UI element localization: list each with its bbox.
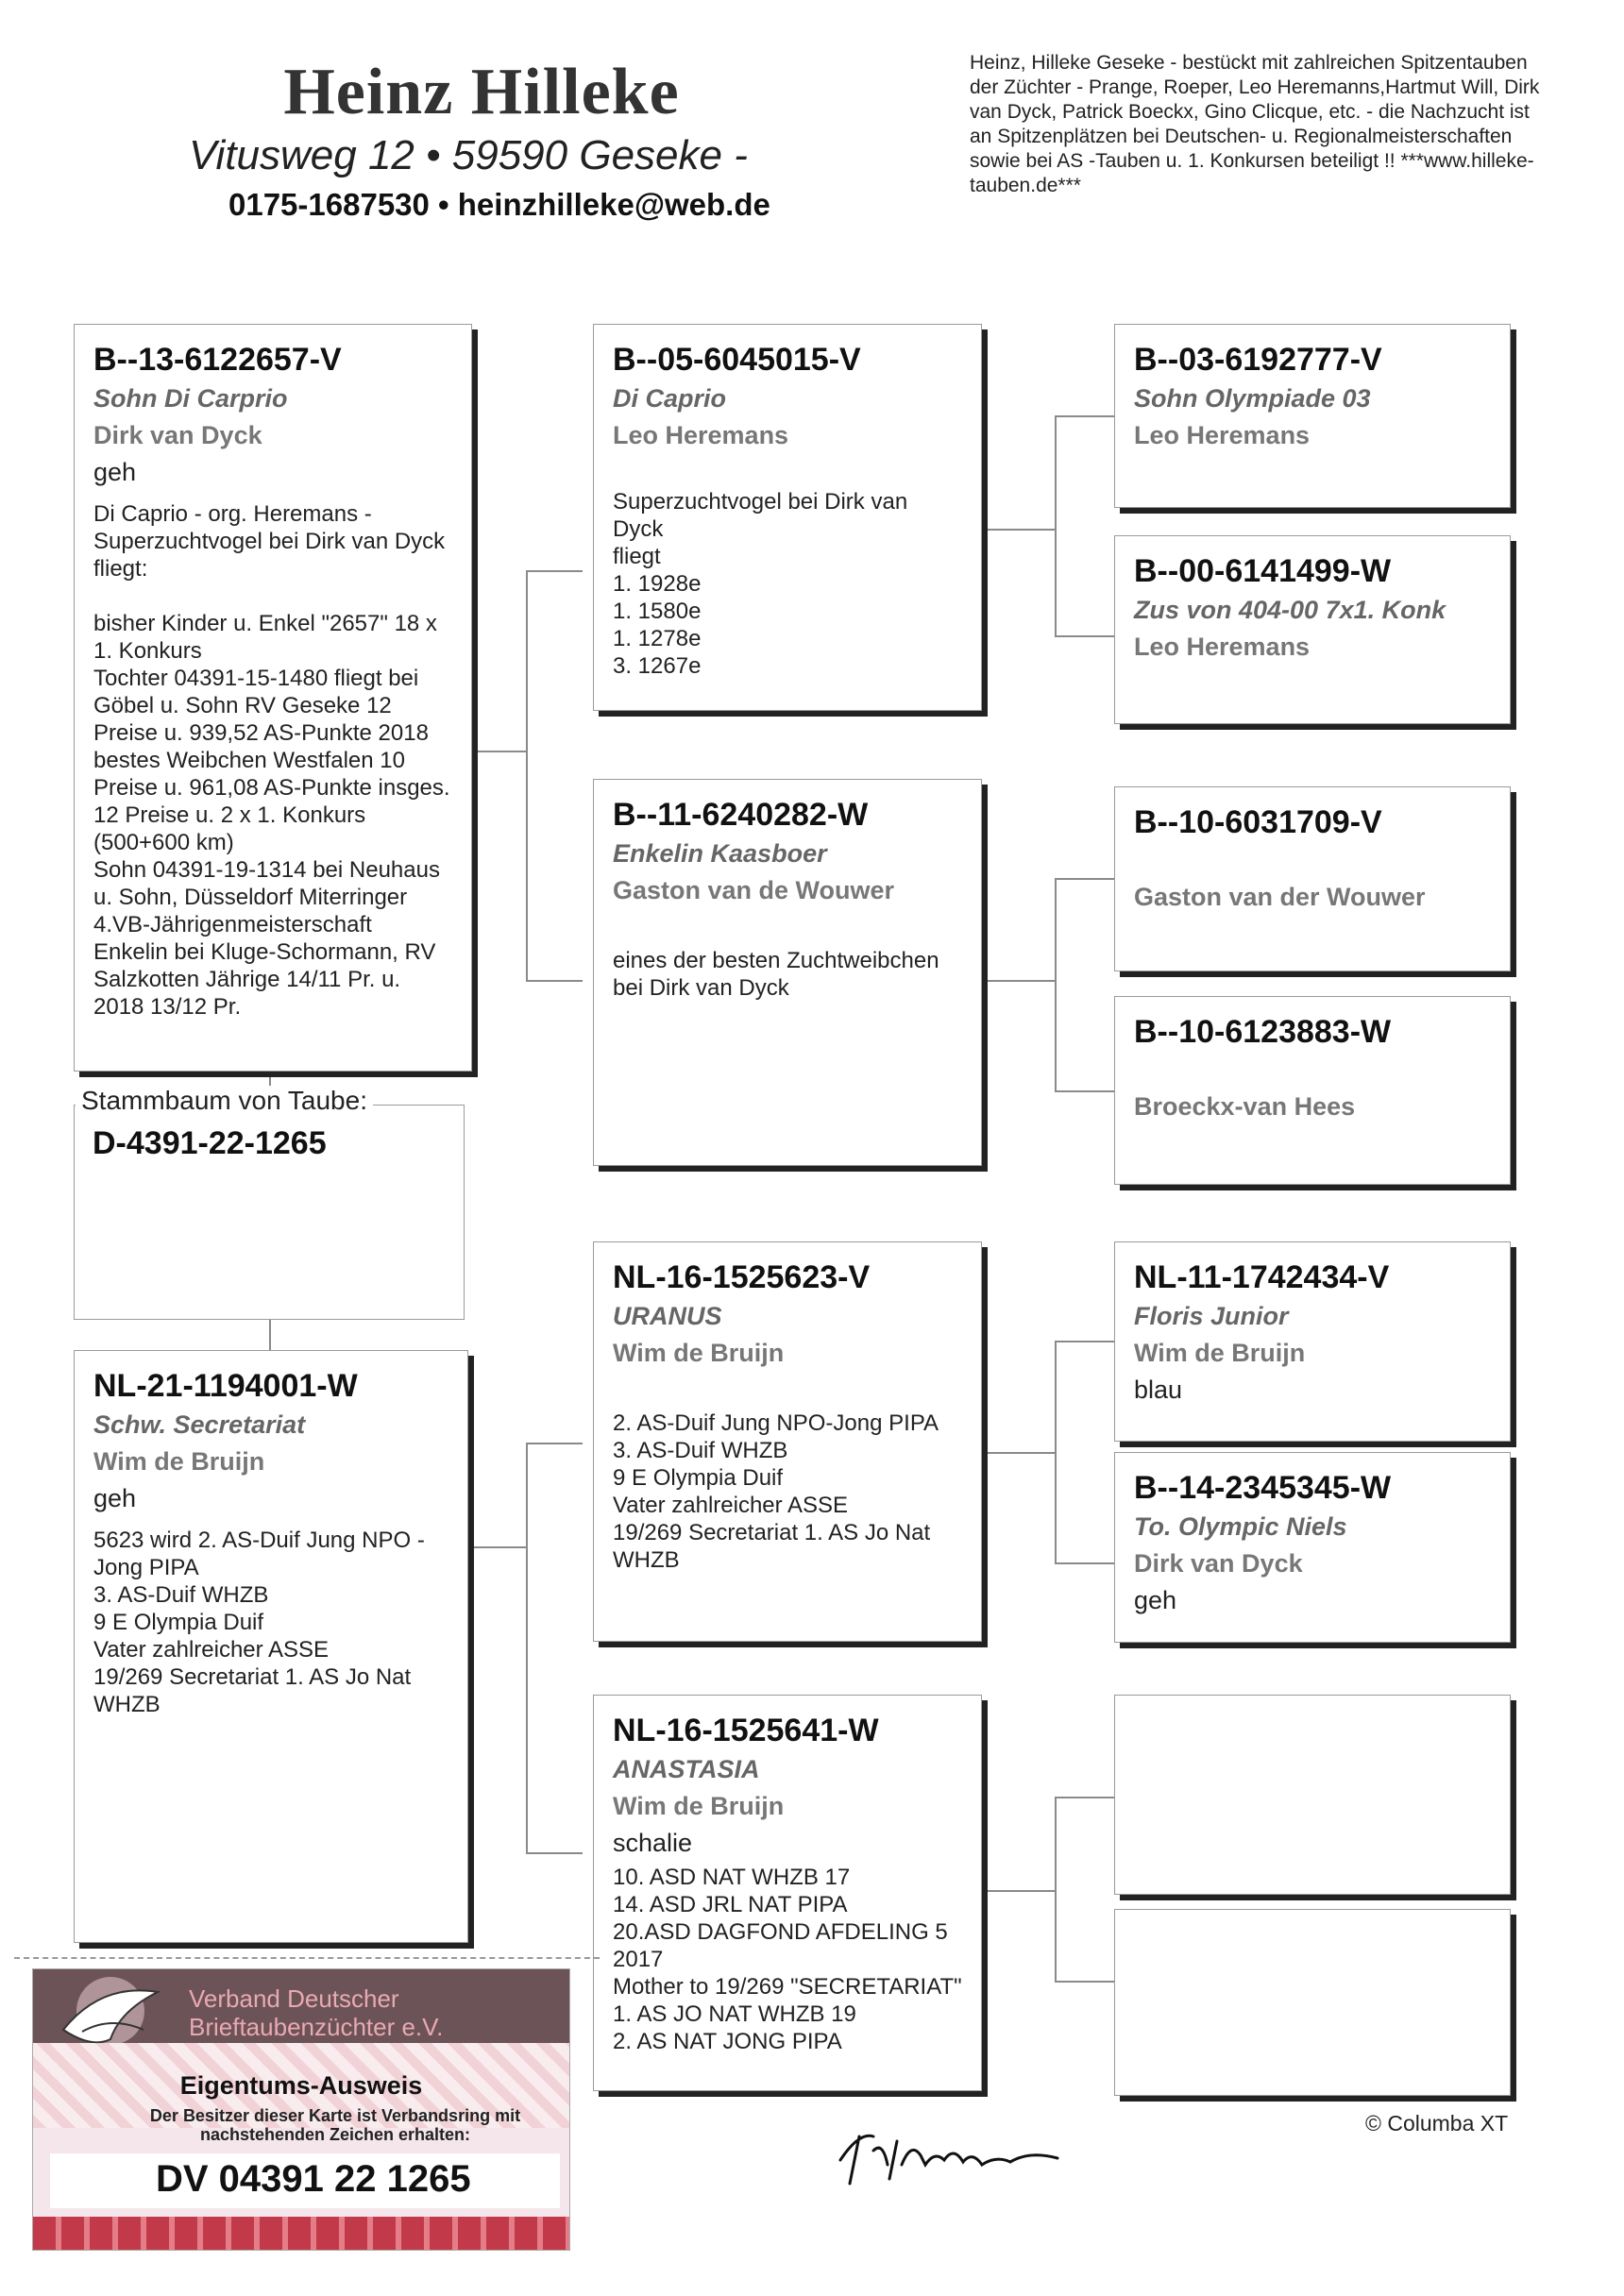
- mm-name: ANASTASIA: [613, 1755, 760, 1783]
- fff-breeder: Leo Heremans: [1134, 421, 1311, 449]
- mf-card[interactable]: [593, 1241, 982, 1642]
- father-notes: Di Caprio - org. Heremans - Superzuchtvogel bei Dirk van Dyck fliegt: bisher Kinder u. Enkel "2657" 18 x 1. Konkurs Tochter 04391-15-1480 fliegt bei Göbel u. Sohn RV Geseke 12 Preise u. 939,52 AS-Punkte 2018 bestes Weibchen Westfalen 10 Preise u. 961,08 AS-Punkte insges. 12 Preise u. 2 x 1. Konkurs (500+600 km) Sohn 04391-19-1314 bei Neuhaus u. Sohn, Düsseldorf Miterringer 4.VB-Jährigenmeisterschaft Enkelin bei Kluge-Schormann, RV Salzkotten Jährige 14/11 Pr. u. 2018 13/12 Pr.: [93, 501, 450, 1020]
- mm-card[interactable]: [593, 1695, 982, 2091]
- subject-title: Stammbaum von Taube:: [76, 1086, 373, 1116]
- card-number: DV 04391 22 1265: [156, 2158, 471, 2200]
- ff-name: Di Caprio: [613, 384, 727, 413]
- breeder-name: Heinz Hilleke: [283, 56, 680, 128]
- mff-color: blau: [1134, 1376, 1183, 1404]
- father-card[interactable]: [74, 324, 472, 1072]
- mother-name: Schw. Secretariat: [93, 1410, 306, 1439]
- card-organization: Verband Deutscher Brieftaubenzüchter e.V.: [189, 1984, 444, 2041]
- mmf-card[interactable]: [1114, 1695, 1511, 1895]
- mff-name: Floris Junior: [1134, 1302, 1289, 1330]
- mm-ring: NL-16-1525641-W: [613, 1713, 879, 1748]
- mother-color: geh: [93, 1484, 137, 1512]
- mfm-card[interactable]: [1114, 1452, 1511, 1643]
- ffm-ring: B--00-6141499-W: [1134, 553, 1392, 589]
- father-color: geh: [93, 458, 137, 486]
- father-name: Sohn Di Carprio: [93, 384, 288, 413]
- fff-card[interactable]: [1114, 324, 1511, 508]
- mfm-color: geh: [1134, 1586, 1177, 1614]
- breeder-description: Heinz, Hilleke Geseke - bestückt mit zahlreichen Spitzentauben der Züchter - Prange, Roeper, Leo Heremanns,Hartmut Will, Dirk van Dyck, Patrick Boeckx, Gino Clicque, etc. - die Nachzucht ist an Spitzenplätzen bei Deutschen- u. Regionalmeisterschaften sowie bei AS -Tauben u. 1. Konkursen beteiligt !! ***www.hilleke-tauben.de***: [970, 52, 1540, 196]
- ffm-name: Zus von 404-00 7x1. Konk: [1134, 596, 1446, 624]
- mm-color: schalie: [613, 1829, 693, 1857]
- mf-name: URANUS: [613, 1302, 722, 1330]
- subject-ring: D-4391-22-1265: [93, 1125, 327, 1161]
- fm-notes: eines der besten Zuchtweibchen bei Dirk van Dyck: [613, 948, 939, 1001]
- card-bottom-pattern: [33, 2217, 569, 2250]
- mm-breeder: Wim de Bruijn: [613, 1792, 785, 1820]
- fm-ring: B--11-6240282-W: [613, 797, 869, 833]
- mother-card[interactable]: [74, 1350, 468, 1943]
- fmm-ring: B--10-6123883-W: [1134, 1014, 1392, 1050]
- ff-notes: Superzuchtvogel bei Dirk van Dyck fliegt 1. 1928e 1. 1580e 1. 1278e 3. 1267e: [613, 489, 908, 679]
- breeder-address: Vitusweg 12 • 59590 Geseke -: [189, 132, 748, 178]
- ff-breeder: Leo Heremans: [613, 421, 789, 449]
- card-title: Eigentums-Ausweis: [179, 2071, 423, 2100]
- mff-breeder: Wim de Bruijn: [1134, 1339, 1306, 1367]
- ffm-breeder: Leo Heremans: [1134, 633, 1311, 661]
- fff-name: Sohn Olympiade 03: [1134, 384, 1371, 413]
- mfm-breeder: Dirk van Dyck: [1134, 1549, 1303, 1578]
- cut-line: [14, 1957, 600, 1959]
- father-breeder: Dirk van Dyck: [93, 421, 262, 449]
- fmm-card[interactable]: [1114, 996, 1511, 1185]
- ff-ring: B--05-6045015-V: [613, 342, 861, 378]
- fmf-card[interactable]: [1114, 786, 1511, 971]
- mf-notes: 2. AS-Duif Jung NPO-Jong PIPA 3. AS-Duif WHZB 9 E Olympia Duif Vater zahlreicher ASSE 19/269 Secretariat 1. AS Jo Nat WHZB: [613, 1410, 939, 1573]
- copyright: © Columba XT: [1365, 2111, 1509, 2136]
- breeder-contact: 0175-1687530 • heinzhilleke@web.de: [228, 187, 770, 222]
- fmf-ring: B--10-6031709-V: [1134, 804, 1382, 840]
- father-ring: B--13-6122657-V: [93, 342, 342, 378]
- ffm-card[interactable]: [1114, 535, 1511, 724]
- mf-ring: NL-16-1525623-V: [613, 1259, 871, 1295]
- mother-breeder: Wim de Bruijn: [93, 1447, 265, 1476]
- ownership-card: [32, 1968, 570, 2251]
- card-text: Der Besitzer dieser Karte ist Verbandsring mit nachstehenden Zeichen erhalten:: [149, 2106, 521, 2144]
- fm-breeder: Gaston van de Wouwer: [613, 876, 895, 904]
- mother-ring: NL-21-1194001-W: [93, 1368, 358, 1404]
- mff-ring: NL-11-1742434-V: [1134, 1259, 1390, 1295]
- mf-breeder: Wim de Bruijn: [613, 1339, 785, 1367]
- fm-card[interactable]: [593, 779, 982, 1166]
- mff-card[interactable]: [1114, 1241, 1511, 1442]
- mmm-card[interactable]: [1114, 1909, 1511, 2096]
- signature: [831, 2122, 1076, 2188]
- mfm-ring: B--14-2345345-W: [1134, 1470, 1392, 1506]
- mm-notes: 10. ASD NAT WHZB 17 14. ASD JRL NAT PIPA 20.ASD DAGFOND AFDELING 5 2017 Mother to 19/269 "SECRETARIAT" 1. AS JO NAT WHZB 19 2. AS NAT JONG PIPA: [613, 1865, 962, 2054]
- mother-notes: 5623 wird 2. AS-Duif Jung NPO -Jong PIPA 3. AS-Duif WHZB 9 E Olympia Duif Vater zahlreicher ASSE 19/269 Secretariat 1. AS Jo Nat WHZB: [93, 1528, 425, 1717]
- fm-name: Enkelin Kaasboer: [613, 839, 827, 868]
- ff-card[interactable]: [593, 324, 982, 711]
- mfm-name: To. Olympic Niels: [1134, 1512, 1347, 1541]
- fmm-breeder: Broeckx-van Hees: [1134, 1092, 1356, 1121]
- fmf-breeder: Gaston van der Wouwer: [1134, 883, 1426, 911]
- fff-ring: B--03-6192777-V: [1134, 342, 1382, 378]
